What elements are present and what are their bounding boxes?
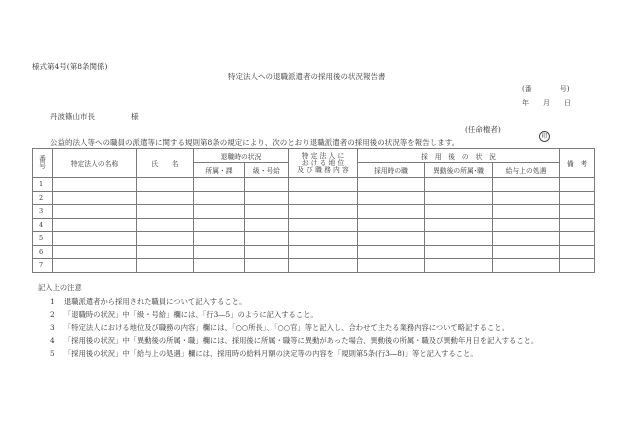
- header-retire-grade: 級・号給: [245, 163, 289, 178]
- header-name: 氏 名: [137, 149, 194, 178]
- cell-hire-post[interactable]: [358, 245, 425, 259]
- note-item: [50, 349, 478, 359]
- cell-position[interactable]: [289, 259, 358, 273]
- cell-hire-post[interactable]: [358, 259, 425, 273]
- cell-corp-name[interactable]: [53, 259, 137, 273]
- date-label: 年 月 日: [522, 99, 571, 107]
- table-row: [33, 191, 595, 205]
- cell-remarks[interactable]: [560, 259, 595, 273]
- cell-hire-post[interactable]: [358, 218, 425, 232]
- seal-mark: [539, 123, 550, 142]
- cell-transfer[interactable]: [425, 218, 493, 232]
- table-row: [33, 218, 595, 232]
- header-remarks: 備 考: [560, 149, 595, 178]
- header-position-line2: お け る 地 位: [301, 158, 345, 167]
- row-number: 1: [33, 178, 53, 192]
- note-text: 退職派遣者から採用された職員について記入すること。: [64, 297, 247, 306]
- note-number: 1: [50, 297, 55, 306]
- header-corp-name: 特定法人の名称: [53, 149, 137, 178]
- note-number: 4: [50, 336, 55, 345]
- table-row: [33, 245, 595, 259]
- note-item: [50, 297, 246, 307]
- cell-corp-name[interactable]: [53, 218, 137, 232]
- cell-hire-post[interactable]: [358, 178, 425, 192]
- header-retire-status: 退職時の状況: [194, 149, 289, 163]
- addressee: 丹波篠山市長: [50, 112, 95, 121]
- note-text: 「特定法人における地位及び職務の内容」欄には、「○○所長」、「○○官」等と記入し、合わせて主たる業務内容について略記すること。: [64, 323, 509, 332]
- header-position-line3: 及 び 職 務 内 容: [297, 165, 349, 174]
- cell-salary[interactable]: [493, 218, 560, 232]
- cell-retire-grade[interactable]: [245, 218, 289, 232]
- cell-name[interactable]: [137, 205, 194, 219]
- row-number: 4: [33, 218, 53, 232]
- cell-remarks[interactable]: [560, 178, 595, 192]
- note-item: [50, 336, 538, 346]
- cell-name[interactable]: [137, 259, 194, 273]
- cell-remarks[interactable]: [560, 218, 595, 232]
- cell-corp-name[interactable]: [53, 191, 137, 205]
- seal-icon: 印: [539, 131, 550, 142]
- table-row: [33, 178, 595, 192]
- note-number: 3: [50, 323, 55, 332]
- cell-corp-name[interactable]: [53, 232, 137, 246]
- cell-salary[interactable]: [493, 245, 560, 259]
- document-number-label: (番 号): [522, 85, 570, 93]
- row-number: 3: [33, 205, 53, 219]
- table-row: [33, 232, 595, 246]
- cell-salary[interactable]: [493, 259, 560, 273]
- cell-salary[interactable]: [493, 205, 560, 219]
- note-text: 「採用後の状況」中「給与上の処遇」欄には、採用時の給料月額の決定等の内容を「規則第5条(行3―8)」等と記入すること。: [64, 349, 478, 358]
- note-item: [50, 310, 318, 320]
- note-text: 「採用後の状況」中「異動後の所属・職」欄には、採用後に所属・職等に異動があった場合、異動後の所属・職及び異動年月日を記入すること。: [64, 336, 539, 345]
- header-after-salary: 給与上の処遇: [493, 163, 560, 178]
- addressee-honorific: 様: [131, 112, 139, 121]
- header-after-status: 採 用 後 の 状 況: [358, 149, 560, 163]
- cell-retire-grade[interactable]: [245, 232, 289, 246]
- header-position: [289, 149, 358, 178]
- cell-position[interactable]: [289, 218, 358, 232]
- cell-retire-dept[interactable]: [194, 232, 245, 246]
- cell-position[interactable]: [289, 232, 358, 246]
- cell-retire-grade[interactable]: [245, 245, 289, 259]
- cell-retire-grade[interactable]: [245, 191, 289, 205]
- cell-transfer[interactable]: [425, 232, 493, 246]
- cell-corp-name[interactable]: [53, 245, 137, 259]
- table-row: [33, 205, 595, 219]
- cell-salary[interactable]: [493, 232, 560, 246]
- cell-corp-name[interactable]: [53, 178, 137, 192]
- header-retire-dept: 所属・課: [194, 163, 245, 178]
- cell-transfer[interactable]: [425, 205, 493, 219]
- cell-salary[interactable]: [493, 178, 560, 192]
- cell-hire-post[interactable]: [358, 205, 425, 219]
- cell-name[interactable]: [137, 232, 194, 246]
- cell-name[interactable]: [137, 245, 194, 259]
- cell-name[interactable]: [137, 218, 194, 232]
- cell-transfer[interactable]: [425, 245, 493, 259]
- cell-retire-grade[interactable]: [245, 259, 289, 273]
- note-number: 2: [50, 310, 55, 319]
- cell-remarks[interactable]: [560, 205, 595, 219]
- header-position-line1: 特 定 法 人 に: [301, 151, 345, 160]
- cell-retire-dept[interactable]: [194, 218, 245, 232]
- cell-retire-dept[interactable]: [194, 191, 245, 205]
- cell-corp-name[interactable]: [53, 205, 137, 219]
- cell-retire-grade[interactable]: [245, 205, 289, 219]
- cell-remarks[interactable]: [560, 232, 595, 246]
- cell-name[interactable]: [137, 191, 194, 205]
- appointer-label: (任命権者): [465, 125, 501, 134]
- page-title: 特定法人への退職派遣者の採用後の状況報告書: [228, 72, 386, 81]
- row-number: 6: [33, 245, 53, 259]
- cell-remarks[interactable]: [560, 191, 595, 205]
- note-number: 5: [50, 349, 55, 358]
- cell-retire-dept[interactable]: [194, 205, 245, 219]
- cell-position[interactable]: [289, 178, 358, 192]
- cell-retire-dept[interactable]: [194, 259, 245, 273]
- cell-position[interactable]: [289, 245, 358, 259]
- cell-retire-dept[interactable]: [194, 178, 245, 192]
- row-number: 5: [33, 232, 53, 246]
- cell-position[interactable]: [289, 205, 358, 219]
- row-number: 7: [33, 259, 53, 273]
- intro-text: 公益的法人等への職員の派遣等に関する規則第8条の規定により、次のとおり退職派遣者の採用後の状況等を報告します。: [50, 138, 460, 147]
- report-table: [32, 148, 595, 273]
- notes-title: 記入上の注意: [38, 283, 82, 292]
- cell-salary[interactable]: [493, 191, 560, 205]
- form-number: 様式第4号(第8条関係): [32, 62, 108, 71]
- header-number: [33, 149, 53, 178]
- table-row: [33, 259, 595, 273]
- note-item: [50, 323, 509, 333]
- cell-transfer[interactable]: [425, 178, 493, 192]
- header-number-label: 番号: [39, 155, 46, 170]
- cell-retire-grade[interactable]: [245, 178, 289, 192]
- cell-hire-post[interactable]: [358, 191, 425, 205]
- row-number: 2: [33, 191, 53, 205]
- cell-hire-post[interactable]: [358, 232, 425, 246]
- cell-transfer[interactable]: [425, 191, 493, 205]
- header-after-hire-post: 採用時の職: [358, 163, 425, 178]
- cell-retire-dept[interactable]: [194, 245, 245, 259]
- cell-remarks[interactable]: [560, 245, 595, 259]
- cell-position[interactable]: [289, 191, 358, 205]
- cell-transfer[interactable]: [425, 259, 493, 273]
- cell-name[interactable]: [137, 178, 194, 192]
- header-after-transfer: 異動後の所属･職: [425, 163, 493, 178]
- note-text: 「退職時の状況」中「級・号給」欄には、「行3―5」のように記入すること。: [64, 310, 318, 319]
